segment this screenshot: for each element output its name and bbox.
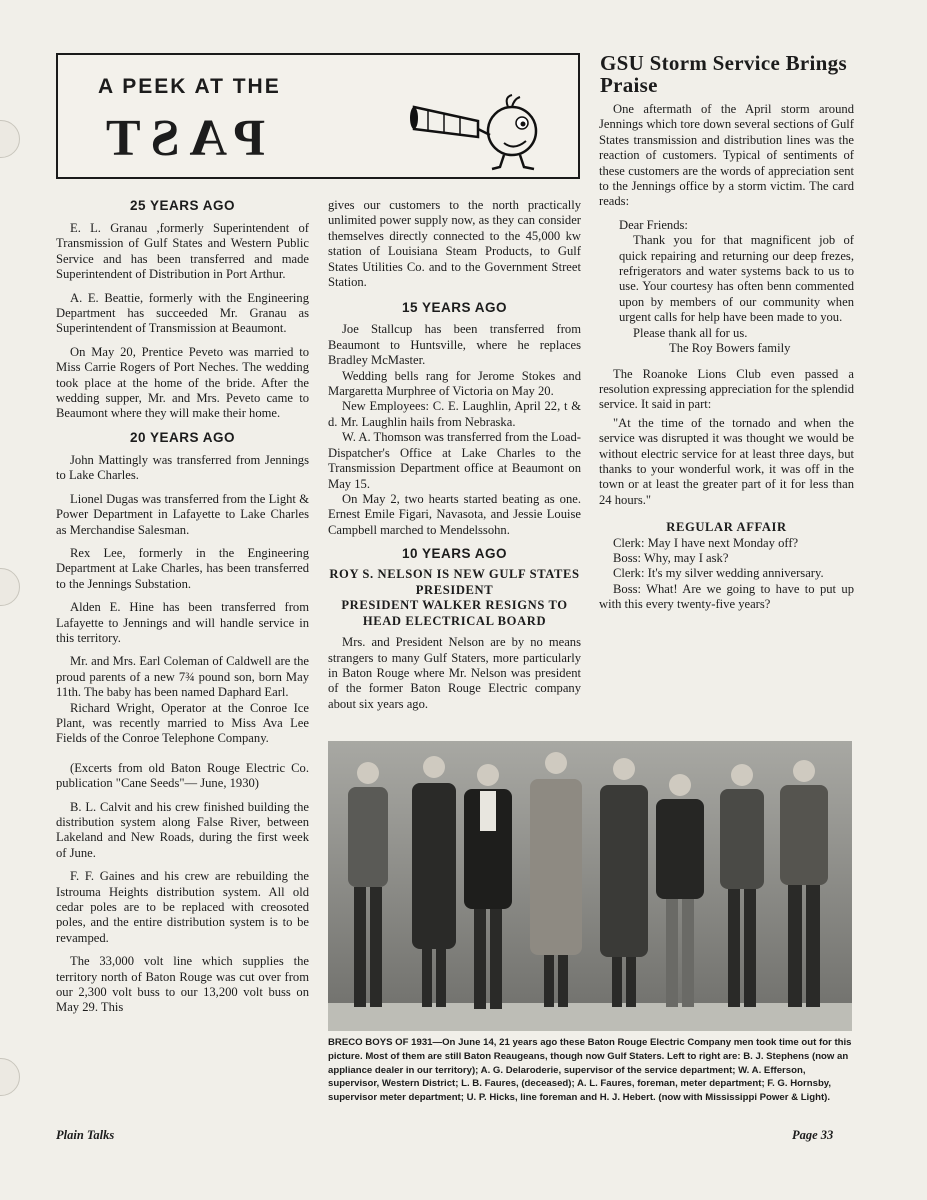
subheading-walker: PRESIDENT WALKER RESIGNS TO HEAD ELECTRICAL BOARD <box>341 598 568 628</box>
paragraph: gives our customers to the north practically unlimited power supply now, as they can consider themselves directly connected to the 45,000 kw station of Louisiana Steam Products, to Gulf States Utilities Co. and to the Government Street Station. <box>328 198 581 290</box>
paragraph: One aftermath of the April storm around Jennings which tore down several sections of Gulf States transmission and distribution lines was the reaction of customers. Typical of sentiments of these customers are the words of appreciation sent to the Jennings office by a storm victim. The card reads: <box>599 102 854 209</box>
paragraph: Mr. and Mrs. Earl Coleman of Caldwell are the proud parents of a new 7¾ pound son, born May 11th. The baby has been named Daphard Earl. <box>56 654 309 700</box>
heading-regular-affair: REGULAR AFFAIR <box>666 520 787 535</box>
column-left <box>56 198 309 1016</box>
photo-caption-block <box>328 1036 852 1105</box>
letter-close: Please thank all for us. <box>633 325 748 340</box>
dialogue-line: Clerk: It's my silver wedding anniversary. <box>613 566 824 581</box>
paragraph: B. L. Calvit and his crew finished building the distribution system along False River, between Lakeland and New Roads, during the first week of June. <box>56 799 309 860</box>
dialogue-line: Boss: Why, may I ask? <box>613 551 729 566</box>
paragraph: New Employees: C. E. Laughlin, April 22, t & d. Mr. Laughlin hails from Nebraska. <box>328 399 581 429</box>
paragraph: Richard Wright, Operator at the Conroe Ice Plant, was recently married to Miss Ava Lee Fields of the Conroe Telephone Company. <box>56 700 309 746</box>
paragraph: W. A. Thomson was transferred from the Load-Dispatcher's Office at Lake Charles to the Transmission Department office at Beaumont on May 15. <box>328 430 581 491</box>
paragraph: Lionel Dugas was transferred from the Light & Power Department in Lafayette to Lake Charles as Merchandise Salesman. <box>56 491 309 537</box>
paragraph-excerpt-note: (Excerts from old Baton Rouge Electric Co. publication "Cane Seeds"— June, 1930) <box>56 760 309 791</box>
letter-signature: The Roy Bowers family <box>669 341 791 356</box>
binder-hole-bottom <box>0 1058 20 1096</box>
heading-10-years-ago: 10 YEARS AGO <box>401 546 508 562</box>
paragraph: E. L. Granau ,formerly Superintendent of Transmission of Gulf States and Western Public Service and has been transferred and made Superintendent of Distribution in Port Arthur. <box>56 221 309 282</box>
heading-20-years-ago: 20 YEARS AGO <box>129 429 236 445</box>
subheading-nelson: ROY S. NELSON IS NEW GULF STATES PRESIDENT <box>329 567 580 597</box>
binder-hole-middle <box>0 568 20 606</box>
binder-hole-top <box>0 120 20 158</box>
paragraph-quote: "At the time of the tornado and when the service was disrupted it was thought we would be without electric service for at least three days, but thanks to your wonderful work, it was off in the town or at least the greater part of it for less than 24 hours." <box>599 415 854 507</box>
paragraph: F. F. Gaines and his crew are rebuilding the Istrouma Heights distribution system. All old cedar poles are to be replaced with creosoted poles, and the entire distribution system is to be revamped. <box>56 869 309 945</box>
paragraph: A. E. Beattie, formerly with the Engineering Department has succeeded Mr. Granau as Superintendent of Transmission at Beaumont. <box>56 290 309 336</box>
heading-25-years-ago: 25 YEARS AGO <box>129 198 236 213</box>
paragraph: Joe Stallcup has been transferred from Beaumont to Huntsville, where he replaces Bradley McMaster. <box>328 322 581 368</box>
letter-greeting: Dear Friends: <box>619 217 688 232</box>
paragraph: The 33,000 volt line which supplies the territory north of Baton Rouge was cut over from our 2,300 volt buss to our 13,200 volt buss on May 29. This <box>56 954 309 1015</box>
dialogue-line: Boss: What! Are we going to have to put up with this every twenty-five years? <box>599 581 854 612</box>
photo-caption: BRECO BOYS OF 1931—On June 14, 21 years ago these Baton Rouge Electric Company men took time out for this picture. Most of them are still Baton Reaugeans, though now Gulf Staters. Left to right are: B. J. Stephens (now an appliance dealer in our territory); A. G. Delaroderie, supervisor of the service department; W. A. Efferson, supervisor, Western District; L. B. Faures, (deceased); A. L. Faures, foreman, meter department; F. G. Hornsby, supervisor meter department; U. P. Hicks, line foreman and H. J. Hebert. (now with Mississippi Power & Light). <box>328 1037 852 1104</box>
banner-mirrored-word: PAST <box>96 110 266 167</box>
banner-top-line: A PEEK AT THE <box>98 75 281 98</box>
heading-15-years-ago: 15 YEARS AGO <box>401 300 508 316</box>
paragraph: Mrs. and President Nelson are by no means strangers to many Gulf Staters, more particularly in Baton Rouge where Mr. Nelson was president of the former Baton Rouge Electric company about six years ago. <box>328 635 581 711</box>
paragraph: Rex Lee, formerly in the Engineering Department at Lake Charles, has been transferred to the Jennings Substation. <box>56 545 309 591</box>
dialogue-line: Clerk: May I have next Monday off? <box>613 535 799 550</box>
letter-body: Thank you for that magnificent job of quick repairing and returning our deep frezes, refrigerators and water systems back to us to use. Your courtesy has often benn commented upon by members of our community when urgent calls for help have been made to you. <box>619 233 854 325</box>
paragraph: The Roanoke Lions Club even passed a resolution expressing appreciation for the splendid service. It said in part: <box>599 366 854 412</box>
paragraph: Wedding bells rang for Jerome Stokes and Margaretta Murphree of Victoria on May 20. <box>328 368 581 399</box>
paragraph: On May 2, two hearts started beating as one. Ernest Emile Figari, Navasota, and Jessie Louise Campbell marched to Mendelssohn. <box>328 491 581 537</box>
letter-quote <box>599 218 854 357</box>
footer-page-number: Page 33 <box>792 1128 834 1142</box>
group-photo <box>328 741 852 1031</box>
column-middle <box>328 198 581 712</box>
group-photo-illustration <box>328 741 852 1031</box>
footer-publication: Plain Talks <box>56 1128 115 1142</box>
telescope-mascot-icon <box>408 93 558 173</box>
article-title: GSU Storm Service Brings Praise <box>600 51 847 97</box>
paragraph: John Mattingly was transferred from Jennings to Lake Charles. <box>56 452 309 483</box>
peek-at-the-past-banner <box>56 53 580 179</box>
column-right <box>599 102 854 613</box>
paragraph: Alden E. Hine has been transferred from Lafayette to Jennings and will handle service in this territory. <box>56 600 309 645</box>
paragraph: On May 20, Prentice Peveto was married to Miss Carrie Rogers of Port Neches. The wedding took place at the home of the bride. After the wedding supper, Mr. and Mrs. Peveto came to Beaumont where they will make their home. <box>56 344 309 421</box>
